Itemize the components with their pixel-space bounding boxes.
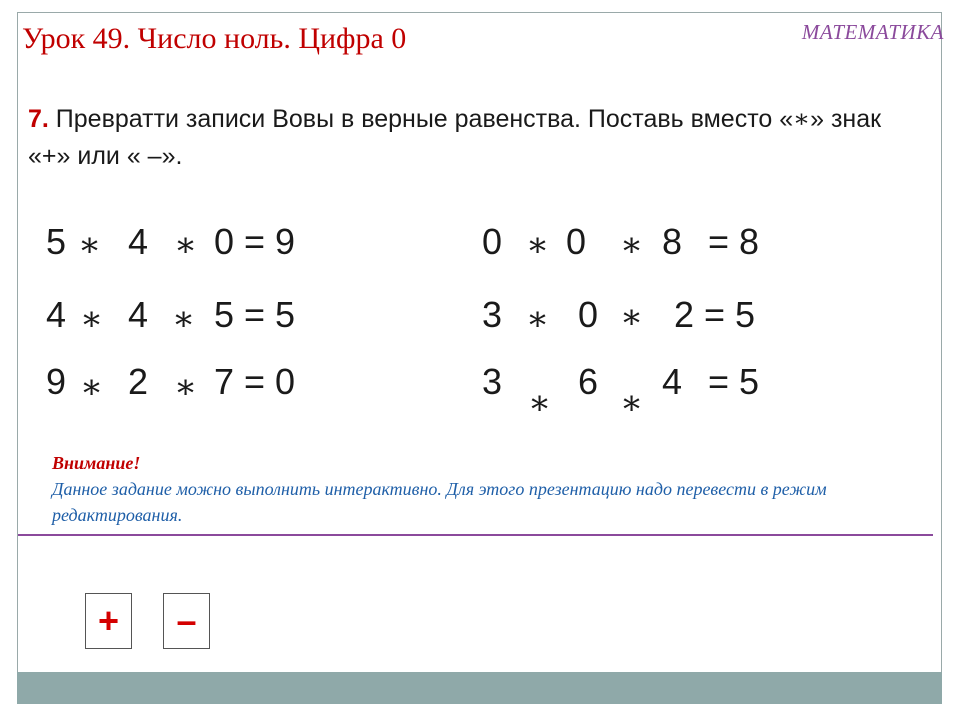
operand: 0 [482, 221, 503, 262]
footer-bar [17, 672, 942, 704]
task-text-part2: » знак «+» или « –». [28, 105, 882, 170]
subject-label: МАТЕМАТИКА [801, 20, 944, 44]
notice-heading: Внимание! [52, 453, 141, 473]
asterisk-symbol: ∗ [793, 104, 811, 133]
operator-slot[interactable]: ∗ [80, 299, 104, 339]
operator-slot[interactable]: ∗ [620, 383, 644, 423]
task-instruction [28, 100, 918, 175]
operand: 8 [662, 221, 683, 262]
lesson-title: Урок 49. Число ноль. Цифра 0 [22, 22, 407, 55]
operand-result: 2 = 5 [674, 294, 756, 335]
operand: 4 [662, 361, 683, 402]
operand: 4 [128, 294, 149, 335]
operand: 9 [46, 361, 67, 402]
operator-slot[interactable]: ∗ [526, 225, 550, 265]
operand-result: 5 = 5 [214, 294, 296, 335]
minus-sign-button[interactable]: – [163, 593, 210, 649]
task-number: 7. [28, 105, 49, 133]
operand: 4 [128, 221, 149, 262]
operator-slot[interactable]: ∗ [620, 297, 644, 337]
notice-block [52, 450, 912, 528]
operand-result: = 8 [708, 221, 760, 262]
operand-result: 0 = 9 [214, 221, 296, 262]
operand: 4 [46, 294, 67, 335]
operator-slot[interactable]: ∗ [620, 225, 644, 265]
operator-slot[interactable]: ∗ [80, 367, 104, 407]
operand: 2 [128, 361, 149, 402]
operator-slot[interactable]: ∗ [174, 225, 198, 265]
operator-slot[interactable]: ∗ [526, 299, 550, 339]
operand: 3 [482, 294, 503, 335]
operand: 3 [482, 361, 503, 402]
operand-result: 7 = 0 [214, 361, 296, 402]
operator-slot[interactable]: ∗ [78, 225, 102, 265]
plus-sign-button[interactable]: + [85, 593, 132, 649]
operator-slot[interactable]: ∗ [174, 367, 198, 407]
operand-result: = 5 [708, 361, 760, 402]
notice-body: Данное задание можно выполнить интерактивно. Для этого презентацию надо перевести в режим редактирования. [52, 479, 827, 525]
operand: 5 [46, 221, 67, 262]
divider-line [18, 534, 933, 536]
operand: 0 [566, 221, 587, 262]
operator-slot[interactable]: ∗ [172, 299, 196, 339]
operator-slot[interactable]: ∗ [528, 383, 552, 423]
task-text-part1: Превратти записи Вовы в верные равенства. Поставь вместо « [48, 105, 794, 133]
operand: 6 [578, 361, 599, 402]
operand: 0 [578, 294, 599, 335]
